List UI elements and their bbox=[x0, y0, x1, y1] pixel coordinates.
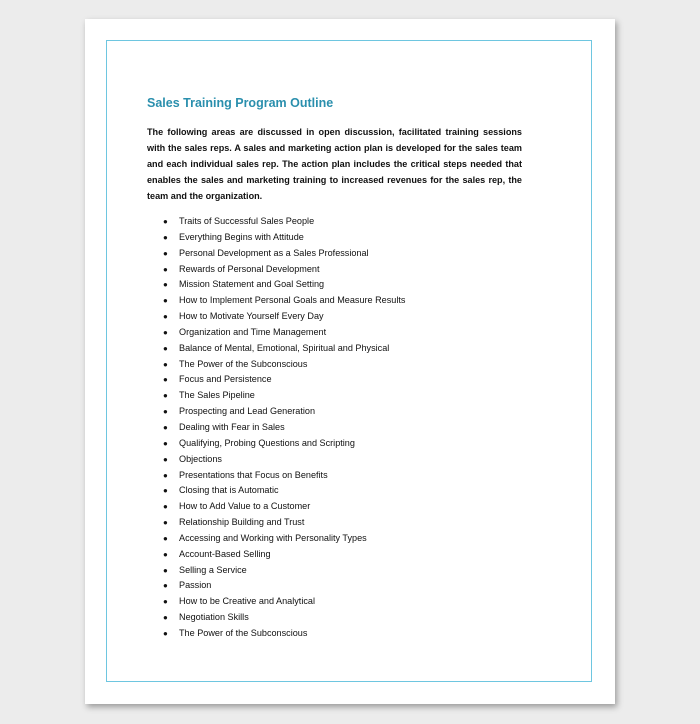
list-item-text: Qualifying, Probing Questions and Scripting bbox=[179, 437, 355, 448]
list-item bbox=[163, 452, 405, 468]
list-item-text: Presentations that Focus on Benefits bbox=[179, 469, 328, 480]
list-item bbox=[163, 309, 405, 325]
list-item-text: The Power of the Subconscious bbox=[179, 627, 308, 638]
list-item-text: Selling a Service bbox=[179, 564, 247, 575]
list-item bbox=[163, 357, 405, 373]
list-item bbox=[163, 531, 405, 547]
bullet-icon: ● bbox=[163, 565, 168, 575]
bullet-icon: ● bbox=[163, 407, 168, 417]
list-item bbox=[163, 341, 405, 357]
document-page bbox=[85, 19, 615, 704]
bullet-icon: ● bbox=[163, 375, 168, 385]
list-item bbox=[163, 483, 405, 499]
list-item-text: How to Add Value to a Customer bbox=[179, 501, 311, 512]
bullet-icon: ● bbox=[163, 597, 168, 607]
bullet-icon: ● bbox=[163, 613, 168, 623]
list-item bbox=[163, 293, 405, 309]
bullet-icon: ● bbox=[163, 327, 168, 337]
intro-paragraph: The following areas are discussed in open discussion, facilitated training sessions with the sales reps. A sales and marketing action plan is developed for the sales team and each individual sales rep. The action plan includes the critical steps needed that enables the sales and marketing training to increased revenues for the sales rep, the team and the organization. bbox=[147, 127, 522, 201]
list-item bbox=[163, 499, 405, 515]
list-item bbox=[163, 610, 405, 626]
list-item-text: Relationship Building and Trust bbox=[179, 517, 305, 528]
list-item-text: Focus and Persistence bbox=[179, 374, 272, 385]
list-item bbox=[163, 547, 405, 563]
bullet-icon: ● bbox=[163, 422, 168, 432]
list-item-text: Account-Based Selling bbox=[179, 548, 271, 559]
list-item-text: Negotiation Skills bbox=[179, 612, 249, 623]
list-item bbox=[163, 420, 405, 436]
list-item-text: Closing that is Automatic bbox=[179, 485, 279, 496]
bullet-icon: ● bbox=[163, 470, 168, 480]
list-item bbox=[163, 578, 405, 594]
list-item-text: Prospecting and Lead Generation bbox=[179, 406, 315, 417]
bullet-icon: ● bbox=[163, 502, 168, 512]
bullet-icon: ● bbox=[163, 232, 168, 242]
bullet-icon: ● bbox=[163, 391, 168, 401]
bullet-icon: ● bbox=[163, 312, 168, 322]
list-item-text: Mission Statement and Goal Setting bbox=[179, 279, 325, 290]
list-item-text: The Power of the Subconscious bbox=[179, 358, 308, 369]
bullet-icon: ● bbox=[163, 217, 168, 226]
list-item-text: How to Implement Personal Goals and Measure Results bbox=[179, 295, 406, 306]
list-item bbox=[163, 404, 405, 420]
list-item-text: Passion bbox=[179, 580, 212, 591]
list-item-text: How to Motivate Yourself Every Day bbox=[179, 311, 324, 322]
list-item bbox=[163, 563, 405, 579]
list-item bbox=[163, 246, 405, 262]
list-item bbox=[163, 230, 405, 246]
bullet-icon: ● bbox=[163, 248, 168, 258]
bullet-icon: ● bbox=[163, 533, 168, 543]
bullet-icon: ● bbox=[163, 549, 168, 559]
list-item bbox=[163, 388, 405, 404]
list-item bbox=[163, 325, 405, 341]
topic-list bbox=[163, 214, 405, 642]
list-item bbox=[163, 262, 405, 278]
list-item bbox=[163, 277, 405, 293]
list-item bbox=[163, 214, 405, 230]
bullet-icon: ● bbox=[163, 518, 168, 528]
list-item bbox=[163, 626, 405, 642]
list-item-text: Accessing and Working with Personality Types bbox=[179, 532, 367, 543]
bullet-icon: ● bbox=[163, 359, 168, 369]
list-item-text: Balance of Mental, Emotional, Spiritual and Physical bbox=[179, 342, 390, 353]
bullet-icon: ● bbox=[163, 343, 168, 353]
list-item bbox=[163, 468, 405, 484]
bullet-icon: ● bbox=[163, 264, 168, 274]
bullet-icon: ● bbox=[163, 438, 168, 448]
document-title: Sales Training Program Outline bbox=[147, 96, 334, 110]
bullet-icon: ● bbox=[163, 581, 168, 591]
bullet-icon: ● bbox=[163, 454, 168, 464]
list-item-text: Dealing with Fear in Sales bbox=[179, 421, 285, 432]
list-item-text: Traits of Successful Sales People bbox=[179, 216, 315, 226]
bullet-icon: ● bbox=[163, 486, 168, 496]
bullet-icon: ● bbox=[163, 296, 168, 306]
list-item bbox=[163, 515, 405, 531]
list-item bbox=[163, 594, 405, 610]
list-item-text: Rewards of Personal Development bbox=[179, 263, 320, 274]
list-item bbox=[163, 436, 405, 452]
bullet-icon: ● bbox=[163, 628, 168, 638]
bullet-icon: ● bbox=[163, 280, 168, 290]
list-item-text: Objections bbox=[179, 453, 222, 464]
list-item-text: The Sales Pipeline bbox=[179, 390, 255, 401]
list-item-text: Everything Begins with Attitude bbox=[179, 231, 304, 242]
list-item bbox=[163, 372, 405, 388]
list-item-text: Organization and Time Management bbox=[179, 326, 327, 337]
list-item-text: How to be Creative and Analytical bbox=[179, 596, 315, 607]
list-item-text: Personal Development as a Sales Professional bbox=[179, 247, 369, 258]
